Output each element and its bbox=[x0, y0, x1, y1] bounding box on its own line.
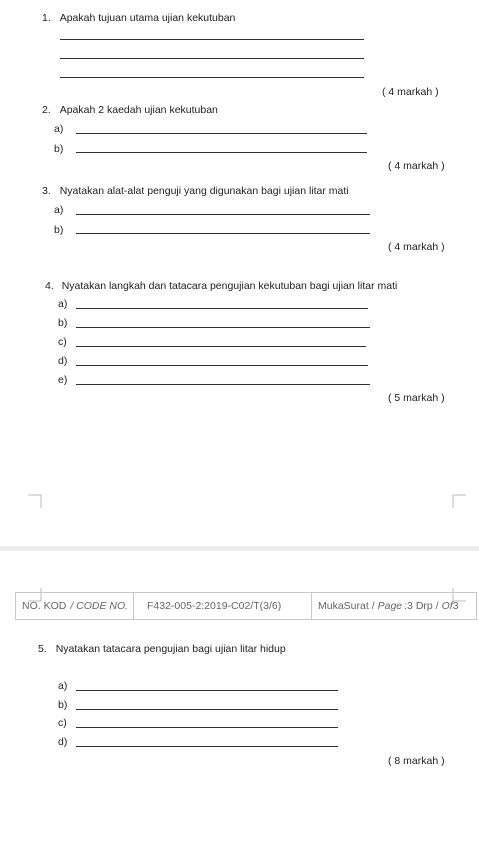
answer-label: a) bbox=[54, 204, 64, 216]
answer-line[interactable] bbox=[76, 690, 338, 691]
answer-label: b) bbox=[58, 317, 68, 329]
question-1-marks: ( 4 markah ) bbox=[382, 86, 439, 98]
crop-mark-icon bbox=[452, 494, 466, 508]
answer-label: e) bbox=[58, 374, 68, 386]
answer-label: c) bbox=[58, 336, 67, 348]
question-3-text: Nyatakan alat-alat penguji yang digunakan bagi ujian litar mati bbox=[59, 185, 349, 197]
code-number-cell bbox=[16, 593, 134, 619]
question-3 bbox=[42, 185, 349, 197]
code-label-en: / CODE NO. bbox=[70, 600, 129, 612]
page-separator bbox=[0, 546, 479, 551]
answer-line[interactable] bbox=[76, 308, 368, 309]
question-5-marks: ( 8 markah ) bbox=[388, 755, 445, 767]
answer-label: c) bbox=[58, 717, 67, 729]
question-5-number: 5. bbox=[38, 643, 47, 655]
answer-line[interactable] bbox=[76, 133, 367, 134]
answer-line[interactable] bbox=[76, 727, 338, 728]
code-value-cell bbox=[134, 593, 312, 619]
code-value: F432-005-2:2019-C02/T(3/6) bbox=[147, 600, 282, 612]
answer-label: d) bbox=[58, 355, 68, 367]
answer-line[interactable] bbox=[76, 365, 368, 366]
page-total: 3 bbox=[452, 600, 459, 612]
question-2 bbox=[42, 104, 218, 116]
answer-line[interactable] bbox=[76, 327, 370, 328]
question-5 bbox=[38, 643, 286, 655]
page-value: :3 Drp / bbox=[404, 600, 439, 612]
answer-line[interactable] bbox=[76, 152, 367, 153]
question-5-text: Nyatakan tatacara pengujian bagi ujian litar hidup bbox=[55, 643, 286, 655]
code-label: NO. KOD bbox=[22, 600, 67, 612]
answer-line[interactable] bbox=[76, 214, 370, 215]
question-2-number: 2. bbox=[42, 104, 51, 116]
page-label: MukaSurat / bbox=[318, 600, 375, 612]
page-number-cell bbox=[312, 593, 476, 619]
answer-line[interactable] bbox=[76, 384, 370, 385]
answer-label: b) bbox=[58, 699, 68, 711]
answer-line[interactable] bbox=[60, 39, 364, 40]
question-2-marks: ( 4 markah ) bbox=[388, 160, 445, 172]
question-1 bbox=[42, 12, 235, 24]
question-3-marks: ( 4 markah ) bbox=[388, 241, 445, 253]
crop-mark-icon bbox=[28, 494, 42, 508]
page-of-en: Of bbox=[441, 600, 453, 612]
question-4-text: Nyatakan langkah dan tatacara pengujian kekutuban bagi ujian litar mati bbox=[61, 280, 398, 292]
answer-label: a) bbox=[58, 680, 68, 692]
answer-label: d) bbox=[58, 736, 68, 748]
question-3-number: 3. bbox=[42, 185, 51, 197]
answer-label: b) bbox=[54, 143, 64, 155]
answer-line[interactable] bbox=[76, 746, 338, 747]
question-1-number: 1. bbox=[42, 12, 51, 24]
document-header-table bbox=[15, 592, 477, 620]
answer-line[interactable] bbox=[60, 77, 364, 78]
answer-label: a) bbox=[58, 298, 68, 310]
answer-line[interactable] bbox=[60, 58, 364, 59]
page-label-en: Page bbox=[377, 600, 403, 612]
answer-line[interactable] bbox=[76, 233, 370, 234]
answer-label: a) bbox=[54, 123, 64, 135]
answer-label: b) bbox=[54, 224, 64, 236]
question-1-text: Apakah tujuan utama ujian kekutuban bbox=[59, 12, 236, 24]
question-4-number: 4. bbox=[45, 280, 54, 292]
question-2-text: Apakah 2 kaedah ujian kekutuban bbox=[59, 104, 218, 116]
answer-line[interactable] bbox=[76, 346, 366, 347]
question-4 bbox=[45, 280, 397, 292]
answer-line[interactable] bbox=[76, 709, 338, 710]
question-4-marks: ( 5 markah ) bbox=[388, 392, 445, 404]
